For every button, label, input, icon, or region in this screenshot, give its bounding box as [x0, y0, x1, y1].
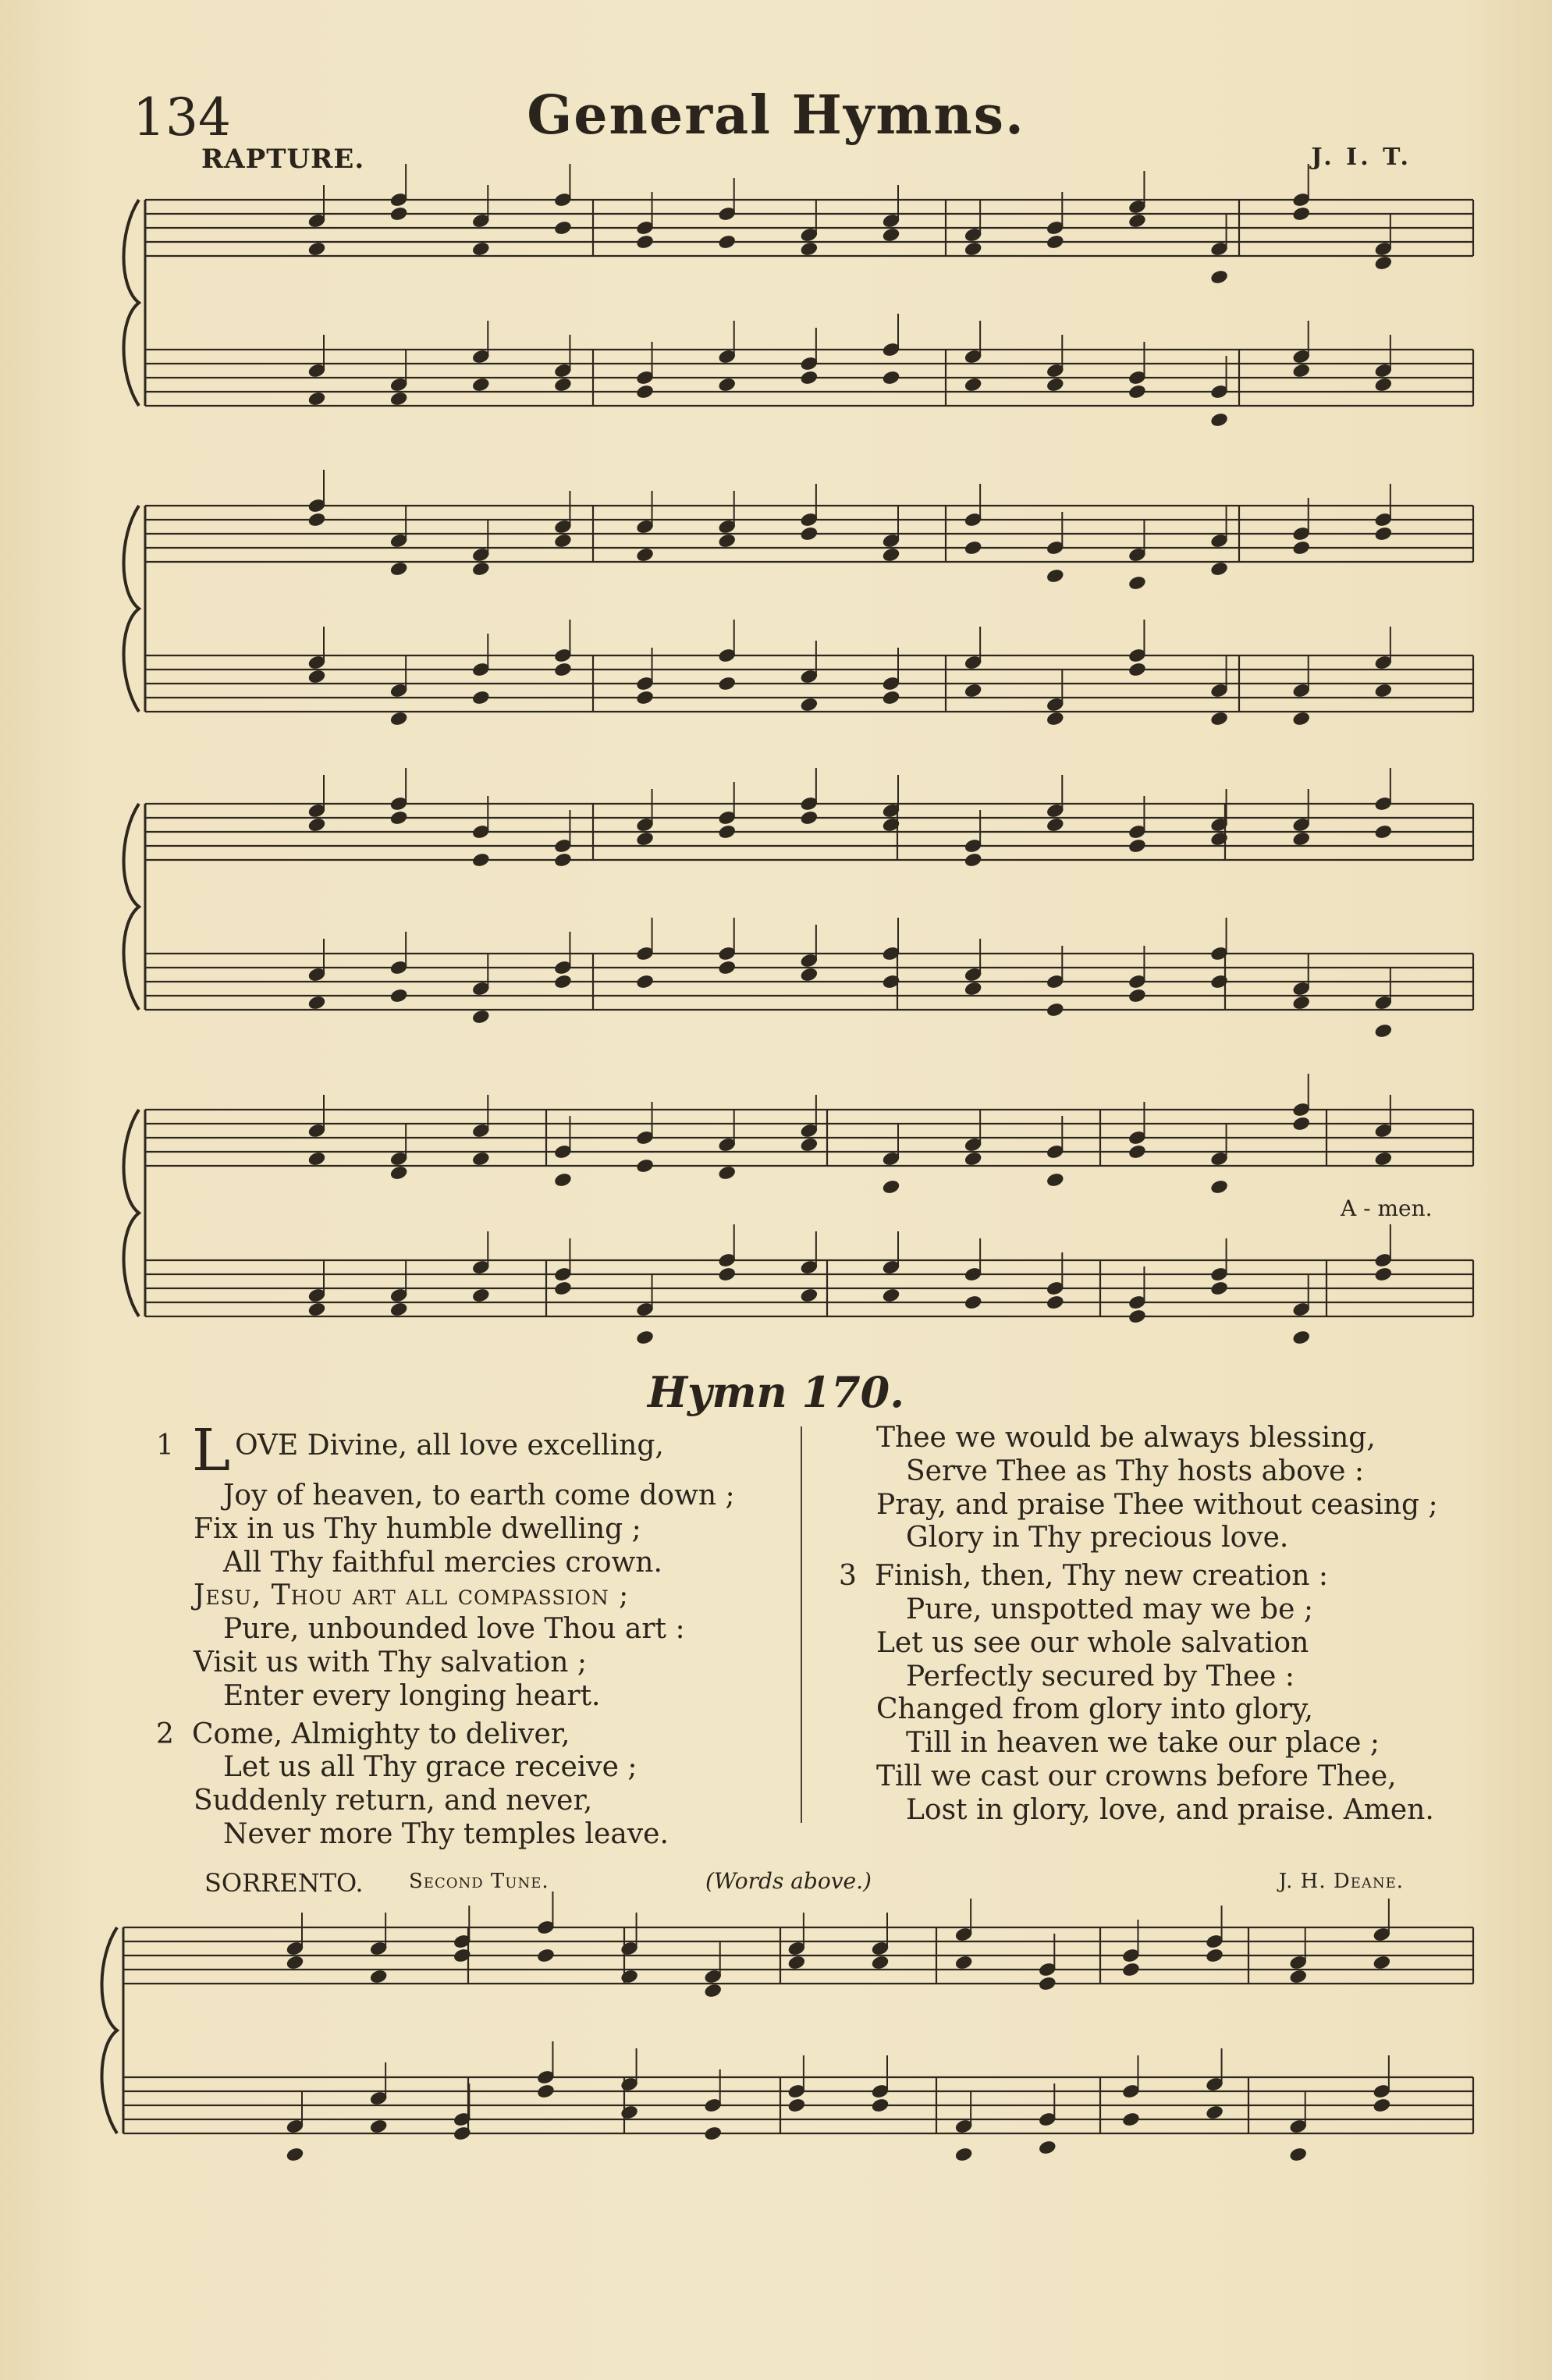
verse-3-line-3: Let us see our whole salvation [876, 1626, 1309, 1659]
tune2-note: Second Tune. [409, 1870, 549, 1893]
composer: J. I. T. [1311, 144, 1412, 171]
verse-2-line-3: Suddenly return, and never, [194, 1785, 593, 1817]
page-number: 134 [133, 87, 231, 147]
verse-2-cont-line-4: Glory in Thy precious love. [906, 1522, 1289, 1554]
verse-2-line-4: Never more Thy temples leave. [223, 1817, 669, 1850]
verse-3-line-2: Pure, unspotted may we be ; [906, 1593, 1313, 1625]
column-divider [801, 1426, 802, 1823]
verse-1-line-3: Fix in us Thy humble dwelling ; [194, 1512, 641, 1545]
tune2-words-note: (Words above.) [705, 1868, 872, 1894]
verse-3-line-5: Changed from glory into glory, [876, 1693, 1313, 1726]
tune2-composer: J. H. Deane. [1278, 1870, 1404, 1893]
tune2-name: SORRENTO. [204, 1868, 364, 1898]
verse-3-line-4: Perfectly secured by Thee : [906, 1660, 1295, 1693]
verse-1-line-1: 1 L OVE Divine, all love excelling, [156, 1417, 664, 1484]
verse-3-line-7: Till we cast our crowns before Thee, [876, 1760, 1397, 1792]
verses-right-column [839, 1422, 1494, 1828]
verse-1-line-8: Enter every longing heart. [223, 1679, 601, 1712]
verse-3-line-1: 3 Finish, then, Thy new creation : [839, 1560, 1329, 1593]
amen-label: A - men. [1341, 1195, 1433, 1221]
verse-1-line-5: Jesu, Thou art all compassion ; [194, 1579, 630, 1612]
verse-2-line-1: 2 Come, Almighty to deliver, [156, 1718, 570, 1750]
verse-1-line-4: All Thy faithful mercies crown. [223, 1546, 662, 1579]
verse-1-line-2: Joy of heaven, to earth come down ; [223, 1480, 735, 1511]
running-head: General Hymns. [527, 84, 1025, 147]
hymn-title: Hymn 170. [647, 1367, 905, 1417]
verses-left-column [156, 1417, 804, 1852]
verse-3-line-8: Lost in glory, love, and praise. Amen. [906, 1793, 1434, 1826]
verse-1-line-6: Pure, unbounded love Thou art : [223, 1613, 685, 1646]
verse-2-line-2: Let us all Thy grace receive ; [223, 1751, 637, 1784]
verse-2-cont-line-3: Pray, and praise Thee without ceasing ; [876, 1488, 1438, 1521]
tune-name: RAPTURE. [201, 144, 365, 175]
verse-2-cont-line-1: Thee we would be always blessing, [876, 1422, 1376, 1454]
verse-2-cont-line-2: Serve Thee as Thy hosts above : [906, 1455, 1364, 1487]
verse-1-line-7: Visit us with Thy salvation ; [194, 1646, 587, 1678]
verse-3-line-6: Till in heaven we take our place ; [906, 1727, 1380, 1760]
